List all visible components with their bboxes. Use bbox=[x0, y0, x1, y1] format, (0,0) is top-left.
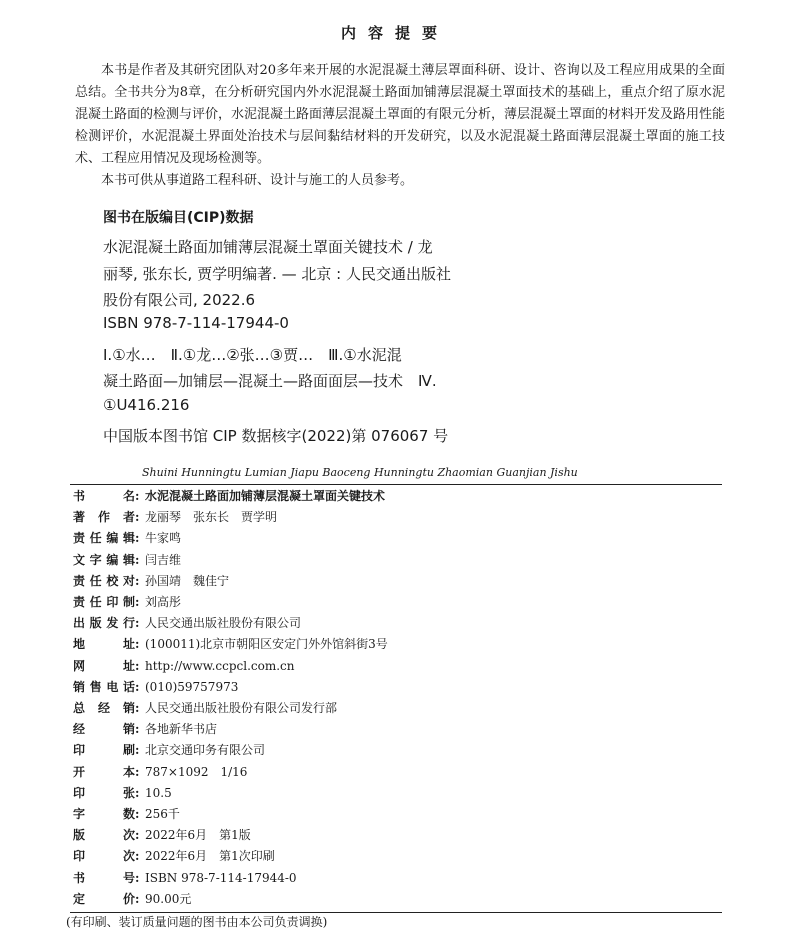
info-label: 销售电话 bbox=[73, 679, 135, 694]
footer-note: (有印刷、装订质量问题的图书由本公司负责调换) bbox=[66, 915, 328, 929]
info-label: 文字编辑 bbox=[73, 552, 135, 567]
info-value: (100011)北京市朝阳区安定门外外馆斜街3号 bbox=[145, 637, 388, 652]
info-row bbox=[73, 486, 385, 507]
info-label: 著作者 bbox=[73, 510, 135, 525]
info-colon: : bbox=[135, 807, 140, 821]
info-value: 各地新华书店 bbox=[145, 722, 218, 737]
cip-record-number: 中国版本图书馆 CIP 数据核字(2022)第 076067 号 bbox=[103, 427, 449, 445]
info-colon: : bbox=[135, 722, 140, 737]
info-colon: : bbox=[135, 764, 140, 779]
info-colon: : bbox=[135, 701, 140, 715]
info-label: 责任印制 bbox=[73, 595, 135, 609]
info-row bbox=[73, 783, 172, 804]
info-colon: : bbox=[135, 785, 140, 800]
info-label: 定价 bbox=[73, 891, 135, 906]
info-colon: : bbox=[135, 679, 140, 694]
info-value: 北京交通印务有限公司 bbox=[145, 743, 266, 758]
info-value: 2022年6月 第1次印刷 bbox=[145, 849, 275, 864]
info-value: 人民交通出版社股份有限公司 bbox=[145, 616, 302, 631]
info-value: 龙丽琴 张东长 贾学明 bbox=[145, 510, 278, 525]
info-label: 责任校对 bbox=[73, 573, 135, 588]
info-colon: : bbox=[135, 510, 140, 525]
info-row bbox=[73, 528, 181, 549]
cip-heading: 图书在版编目(CIP)数据 bbox=[103, 210, 254, 226]
info-label: 经销 bbox=[73, 722, 135, 737]
info-row bbox=[73, 592, 181, 613]
cip-line: 水泥混凝土路面加铺薄层混凝土罩面关键技术 / 龙 bbox=[103, 238, 433, 256]
summary-paragraph-2: 本书可供从事道路工程科研、设计与施工的人员参考。 bbox=[101, 173, 414, 188]
info-colon: : bbox=[135, 870, 140, 885]
info-label: 印刷 bbox=[73, 743, 135, 758]
info-colon: : bbox=[135, 891, 140, 906]
pinyin-title: Shuini Hunningtu Lumian Jiapu Baoceng Hunningtu Zhaomian Guanjian Jishu bbox=[142, 466, 578, 479]
info-colon: : bbox=[135, 658, 140, 673]
info-value: 10.5 bbox=[145, 785, 172, 800]
info-row bbox=[73, 868, 297, 889]
info-value: 2022年6月 第1版 bbox=[145, 828, 251, 843]
cip-line: 凝土路面—加铺层—混凝土—路面面层—技术 Ⅳ. bbox=[103, 372, 437, 390]
info-row bbox=[73, 613, 301, 634]
divider bbox=[70, 484, 722, 485]
info-row bbox=[73, 550, 181, 571]
info-colon: : bbox=[135, 828, 140, 843]
info-colon: : bbox=[135, 616, 140, 631]
info-label: 开本 bbox=[73, 764, 135, 779]
cip-line: ①U416.216 bbox=[103, 396, 190, 414]
info-value: 水泥混凝土路面加铺薄层混凝土罩面关键技术 bbox=[145, 489, 386, 503]
info-value: 256千 bbox=[145, 807, 180, 821]
info-value: 闫吉维 bbox=[145, 552, 182, 567]
summary-title: 内容提要 bbox=[340, 24, 449, 42]
info-row bbox=[73, 889, 191, 910]
info-label: 地址 bbox=[73, 637, 135, 652]
info-value: 90.00元 bbox=[145, 891, 192, 906]
info-colon: : bbox=[135, 573, 140, 588]
info-row bbox=[73, 698, 337, 719]
info-colon: : bbox=[135, 531, 140, 546]
cip-line: 丽琴, 张东长, 贾学明编著. — 北京 : 人民交通出版社 bbox=[103, 265, 451, 283]
info-label: 印张 bbox=[73, 785, 135, 800]
cip-isbn: ISBN 978-7-114-17944-0 bbox=[103, 314, 289, 332]
info-row bbox=[73, 634, 388, 655]
info-row bbox=[73, 740, 265, 761]
info-value: http://www.ccpcl.com.cn bbox=[145, 658, 295, 673]
info-value: 刘高彤 bbox=[145, 595, 182, 609]
info-colon: : bbox=[135, 552, 140, 567]
info-colon: : bbox=[135, 595, 140, 609]
info-row bbox=[73, 762, 247, 783]
info-label: 版次 bbox=[73, 828, 135, 843]
cip-line: Ⅰ.①水… Ⅱ.①龙…②张…③贾… Ⅲ.①水泥混 bbox=[103, 346, 402, 364]
info-row bbox=[73, 677, 238, 698]
info-value: 牛家鸣 bbox=[145, 531, 182, 546]
info-value: 孙国靖 魏佳宁 bbox=[145, 573, 230, 588]
info-row bbox=[73, 846, 275, 867]
info-label: 书名 bbox=[73, 489, 135, 503]
info-colon: : bbox=[135, 849, 140, 864]
info-row bbox=[73, 656, 294, 677]
cip-line: 股份有限公司, 2022.6 bbox=[103, 291, 256, 309]
info-colon: : bbox=[135, 489, 140, 503]
info-label: 网址 bbox=[73, 658, 135, 673]
info-row bbox=[73, 571, 229, 592]
info-label: 总经销 bbox=[73, 701, 135, 715]
info-value: ISBN 978-7-114-17944-0 bbox=[145, 870, 297, 885]
info-label: 书号 bbox=[73, 870, 135, 885]
info-value: 787×1092 1/16 bbox=[145, 764, 248, 779]
info-value: (010)59757973 bbox=[145, 679, 239, 694]
info-label: 字数 bbox=[73, 807, 135, 821]
info-label: 责任编辑 bbox=[73, 531, 135, 546]
info-value: 人民交通出版社股份有限公司发行部 bbox=[145, 701, 338, 715]
info-row bbox=[73, 507, 277, 528]
summary-paragraph-1: 本书是作者及其研究团队对20多年来开展的水泥混凝土薄层罩面科研、设计、咨询以及工程应用成果的全面总结。全书共分为8章，在分析研究国内外水泥混凝土路面加铺薄层混凝土罩面技术的基础上，重点介绍了原水泥混凝土路面的检测与评价，水泥混凝土路面薄层混凝土罩面的有限元分析，薄层混凝土罩面的材料开发及路用性能检测评价，水泥混凝土界面处治技术与层间黏结材料的开发研究，以及水泥混凝土路面薄层混凝土罩面的施工技术、工程应用情况及现场检测等。 bbox=[75, 63, 726, 166]
info-row bbox=[73, 719, 217, 740]
info-label: 印次 bbox=[73, 849, 135, 864]
info-colon: : bbox=[135, 637, 140, 652]
info-row bbox=[73, 825, 251, 846]
info-row bbox=[73, 804, 180, 825]
info-label: 出版发行 bbox=[73, 616, 135, 631]
info-colon: : bbox=[135, 743, 140, 758]
